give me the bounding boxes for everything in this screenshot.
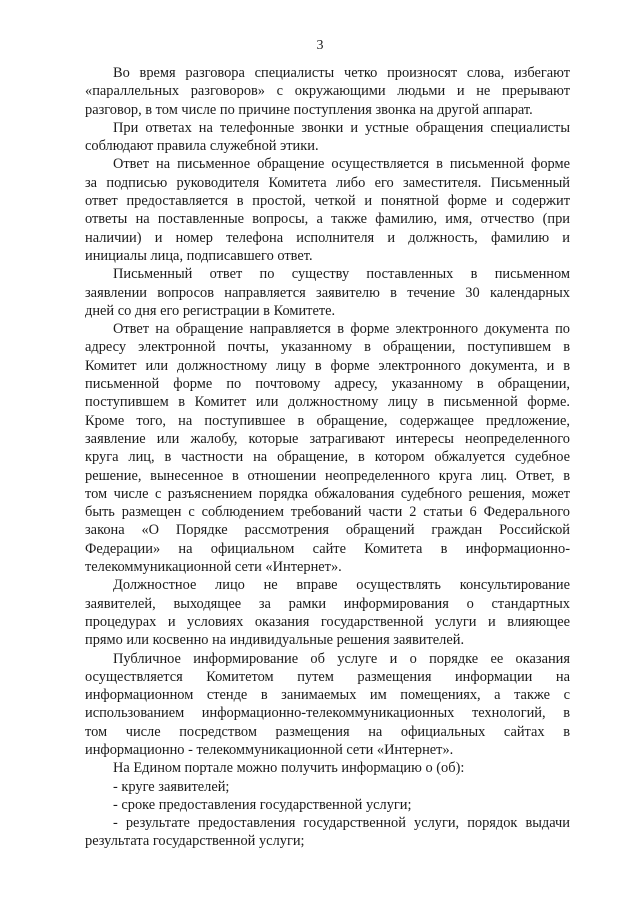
text-line: Публичное информирование об услуге и о порядке ее оказания xyxy=(113,650,570,667)
text-line: использованием информационно-телекоммуникационных технологий, в xyxy=(85,705,570,722)
paragraph xyxy=(85,814,570,851)
text-line: Во время разговора специалисты четко произносят слова, избегают xyxy=(113,65,570,81)
text-line: Комитет или должностному лицу в форме электронного документа, и в xyxy=(85,357,570,374)
text-line: Кроме того, на поступившее в обращение, содержащее предложение, xyxy=(85,412,570,429)
text-line: дней со дня его регистрации в Комитете. xyxy=(85,302,336,319)
paragraph xyxy=(85,796,570,814)
text-line: закона «О Порядке рассмотрения обращений граждан Российской xyxy=(85,522,570,539)
text-line: заявлении вопросов направляется заявителю в течение 30 календарных xyxy=(85,284,570,301)
text-line: - сроке предоставления государственной услуги; xyxy=(113,796,412,813)
page-number: 3 xyxy=(316,38,324,53)
text-line: быть размещен с соблюдением требований части 2 статьи 6 Федерального xyxy=(85,504,570,521)
text-line: инициалы лица, подписавшего ответ. xyxy=(85,247,313,264)
text-line: соблюдают правила служебной этики. xyxy=(85,138,319,155)
text-line: прямо или косвенно на индивидуальные решения заявителей. xyxy=(85,632,465,649)
paragraph xyxy=(85,155,570,265)
text-line: - круге заявителей; xyxy=(113,778,230,795)
text-line: процедурах и условиях оказания государственной услуги и влияющее xyxy=(85,613,570,630)
text-line: поступившем в Комитет или должностному лицу в письменной форме. xyxy=(85,394,570,411)
text-line: круга лиц, в частности на обращение, в котором обжалуется судебное xyxy=(85,449,570,466)
text-line: При ответах на телефонные звонки и устные обращения специалисты xyxy=(113,119,570,136)
text-line: письменной форме по почтовому адресу, указанному в обращении, xyxy=(85,376,570,393)
text-line: осуществляется Комитетом путем размещения информации на xyxy=(85,668,570,685)
text-line: На Едином портале можно получить информацию о (об): xyxy=(113,760,465,777)
document-body xyxy=(85,64,570,851)
text-line: Должностное лицо не вправе осуществлять консультирование xyxy=(113,577,570,594)
paragraph xyxy=(85,759,570,777)
text-line: информационном стенде в занимаемых им помещениях, а также с xyxy=(85,687,570,704)
text-line: «параллельных разговоров» с окружающими людьми и не прерывают xyxy=(85,83,570,100)
text-line: наличии) и номер телефона исполнителя и должность, фамилию и xyxy=(85,229,570,246)
text-line: телекоммуникационной сети «Интернет». xyxy=(85,559,342,576)
text-line: Ответ на обращение направляется в форме электронного документа по xyxy=(113,321,570,338)
text-line: том числе посредством размещения на официальных сайтах в xyxy=(85,723,570,740)
text-line: том числе с разъяснением порядка обжалования судебного решения, может xyxy=(85,485,570,502)
paragraph xyxy=(85,650,570,760)
paragraph xyxy=(85,576,570,649)
paragraph xyxy=(85,119,570,156)
paragraph xyxy=(85,320,570,576)
text-line: адресу электронной почты, указанному в обращении, поступившем в xyxy=(85,339,570,356)
text-line: информационно - телекоммуникационной сети «Интернет». xyxy=(85,741,454,758)
text-line: разговор, в том числе по причине поступления звонка на другой аппарат. xyxy=(85,101,533,118)
paragraph xyxy=(85,265,570,320)
text-line: ответ предоставляется в простой, четкой и понятной форме и содержит xyxy=(85,193,570,210)
text-line: за подписью руководителя Комитета либо его заместителя. Письменный xyxy=(85,174,570,191)
text-line: - результате предоставления государственной услуги, порядок выдачи xyxy=(113,815,570,832)
text-line: Ответ на письменное обращение осуществляется в письменной форме xyxy=(113,156,570,173)
text-line: результата государственной услуги; xyxy=(85,833,305,850)
text-line: заявителей, выходящее за рамки информирования о стандартных xyxy=(85,595,570,612)
text-line: Федерации» на официальном сайте Комитета в информационно- xyxy=(85,540,570,557)
paragraph xyxy=(85,64,570,119)
text-line: заявление или жалобу, которые затрагивают интересы неопределенного xyxy=(85,430,570,447)
text-line: ответы на поставленные вопросы, а также фамилию, имя, отчество (при xyxy=(85,211,570,228)
paragraph xyxy=(85,778,570,796)
text-line: Письменный ответ по существу поставленных в письменном xyxy=(113,266,570,283)
text-line: решение, вынесенное в отношении неопределенного круга лиц. Ответ, в xyxy=(85,467,570,484)
